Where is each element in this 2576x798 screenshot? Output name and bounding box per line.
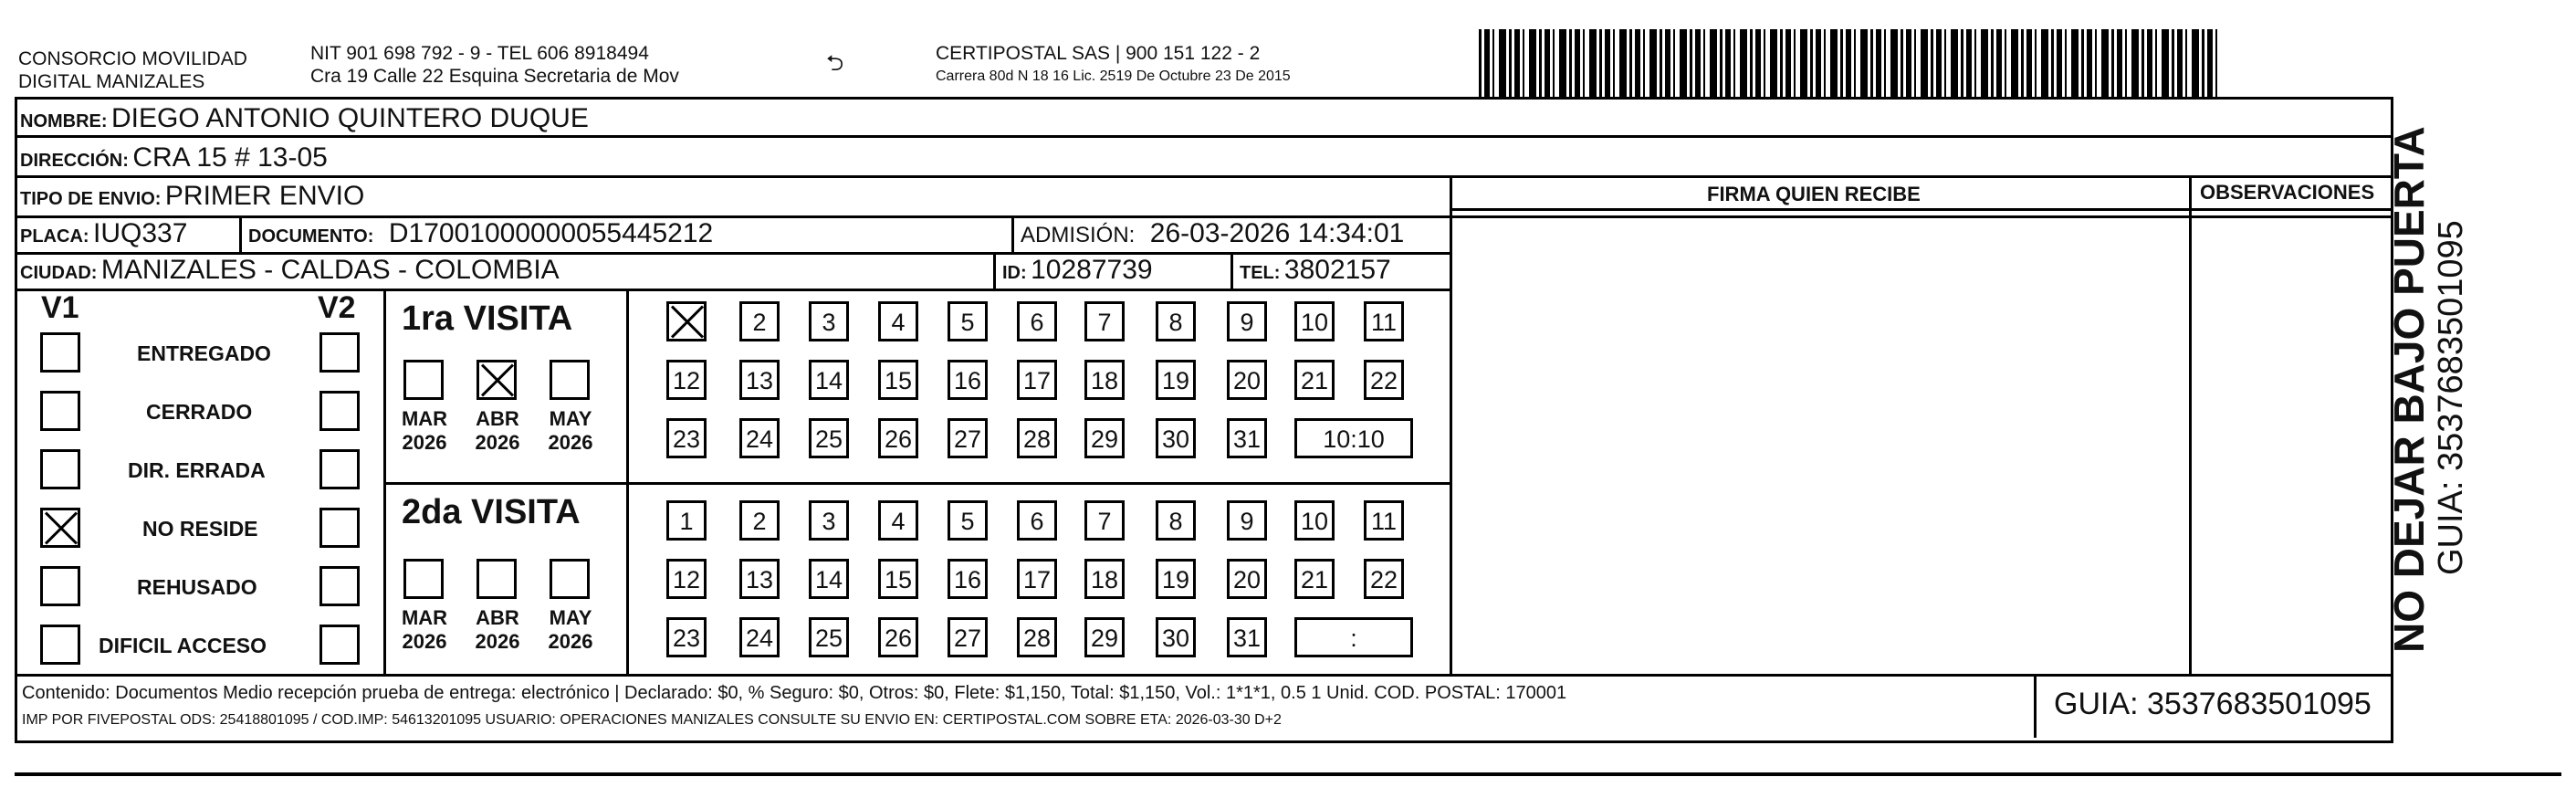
visit2-day-box[interactable]: 18 [1084, 559, 1125, 599]
direccion-field [20, 142, 328, 178]
id-value: 10287739 [1031, 255, 1153, 285]
visit2-day-box[interactable]: 27 [948, 617, 988, 657]
visit1-day-box[interactable]: 22 [1364, 360, 1404, 400]
nit-line-1: NIT 901 698 792 - 9 - TEL 606 8918494 [310, 43, 649, 64]
visit1-day-box[interactable]: 11 [1364, 301, 1404, 341]
firma-area[interactable] [1453, 212, 2187, 672]
visit2-month-label: MAR 2026 [401, 606, 448, 653]
visit2-day-box[interactable]: 3 [809, 500, 849, 541]
admision-field [1021, 218, 1404, 254]
visit1-day-box[interactable]: 3 [809, 301, 849, 341]
admision-value: 26-03-2026 14:34:01 [1149, 218, 1405, 248]
visit1-day-box[interactable]: 19 [1156, 360, 1196, 400]
visit2-month-label: ABR 2026 [475, 606, 520, 653]
documento-value: D17001000000055445212 [388, 218, 714, 248]
visit2-day-box[interactable]: 10 [1294, 500, 1335, 541]
visit2-day-box[interactable]: 16 [948, 559, 988, 599]
visit2-day-box[interactable]: 25 [809, 617, 849, 657]
visit1-time-box[interactable]: 10:10 [1294, 418, 1413, 458]
id-label: ID: [1002, 263, 1027, 283]
visit2-day-box[interactable]: 21 [1294, 559, 1335, 599]
visit1-day-box[interactable]: 24 [739, 418, 780, 458]
visit1-month-checkbox[interactable] [403, 360, 444, 400]
status-label: NO RESIDE [142, 517, 258, 541]
visit1-title: 1ra VISITA [402, 299, 573, 338]
nombre-value: DIEGO ANTONIO QUINTERO DUQUE [111, 103, 589, 133]
observaciones-area[interactable] [2193, 212, 2392, 672]
visit1-day-box[interactable]: 23 [666, 418, 707, 458]
v2-checkbox[interactable] [319, 449, 360, 489]
placa-label: PLACA: [20, 226, 89, 247]
visit1-day-box[interactable]: 18 [1084, 360, 1125, 400]
status-label: DIR. ERRADA [128, 458, 266, 482]
visit2-day-box[interactable]: 2 [739, 500, 780, 541]
v1-label: V1 [41, 290, 79, 325]
tel-label: TEL: [1240, 263, 1281, 283]
visit1-day-box[interactable]: 27 [948, 418, 988, 458]
visit1-day-box[interactable]: 8 [1156, 301, 1196, 341]
company-nit [310, 42, 679, 88]
visit2-day-box[interactable]: 31 [1227, 617, 1267, 657]
visit1-day-box[interactable]: 6 [1017, 301, 1057, 341]
tipo-envio-label: TIPO DE ENVIO: [20, 189, 162, 209]
admision-label: ADMISIÓN: [1021, 223, 1136, 247]
barcode [1479, 29, 2218, 97]
direccion-label: DIRECCIÓN: [20, 151, 129, 171]
visit1-month-label: MAY 2026 [548, 407, 593, 454]
v2-checkbox[interactable] [319, 625, 360, 665]
carrier-line-1: CERTIPOSTAL SAS | 900 151 122 - 2 [936, 43, 1261, 64]
ciudad-label: CIUDAD: [20, 263, 98, 283]
company-line-1: CONSORCIO MOVILIDAD [18, 48, 247, 69]
documento-field [248, 218, 713, 254]
nombre-label: NOMBRE: [20, 111, 108, 131]
tel-value: 3802157 [1283, 255, 1391, 285]
v2-label: V2 [318, 290, 356, 325]
v1-checkbox[interactable] [40, 566, 80, 606]
visit1-day-box[interactable]: 25 [809, 418, 849, 458]
visit2-day-box[interactable]: 22 [1364, 559, 1404, 599]
v2-checkbox[interactable] [319, 508, 360, 548]
visit2-month-label: MAY 2026 [548, 606, 593, 653]
visit2-day-box[interactable]: 23 [666, 617, 707, 657]
observaciones-label: OBSERVACIONES [2200, 181, 2375, 204]
v2-checkbox[interactable] [319, 566, 360, 606]
visit1-day-box[interactable]: 20 [1227, 360, 1267, 400]
visit1-day-box[interactable]: 17 [1017, 360, 1057, 400]
placa-value: IUQ337 [93, 218, 188, 248]
visit2-day-box[interactable]: 17 [1017, 559, 1057, 599]
visit1-day-box[interactable]: 9 [1227, 301, 1267, 341]
visit2-month-checkbox[interactable] [403, 559, 444, 599]
status-label: DIFICIL ACCESO [99, 634, 267, 657]
visit2-day-box[interactable]: 5 [948, 500, 988, 541]
visit2-day-box[interactable]: 13 [739, 559, 780, 599]
direccion-value: CRA 15 # 13-05 [132, 142, 328, 173]
carrier-info [936, 42, 1291, 88]
visit2-day-box[interactable]: 7 [1084, 500, 1125, 541]
visit2-day-box[interactable]: 14 [809, 559, 849, 599]
visit1-day-box[interactable]: 28 [1017, 418, 1057, 458]
visit1-day-box[interactable] [666, 301, 707, 341]
visit2-day-box[interactable]: 8 [1156, 500, 1196, 541]
footer-imp: IMP POR FIVEPOSTAL ODS: 25418801095 / COD.IMP: 54613201095 USUARIO: OPERACIONES MANIZALES CONSULTE SU ENVIO EN: CERTIPOSTAL.COM SOBRE ETA: 2026-03-30 D+2 [22, 712, 1282, 728]
visit1-day-box[interactable]: 14 [809, 360, 849, 400]
visit2-day-box[interactable]: 9 [1227, 500, 1267, 541]
company-name [18, 47, 247, 93]
company-line-2: DIGITAL MANIZALES [18, 71, 205, 92]
visit2-day-box[interactable]: 24 [739, 617, 780, 657]
visit2-day-box[interactable]: 4 [878, 500, 918, 541]
v1-checkbox[interactable] [40, 625, 80, 665]
carrier-line-2: Carrera 80d N 18 16 Lic. 2519 De Octubre 23 De 2015 [936, 68, 1291, 84]
visit2-day-box[interactable]: 29 [1084, 617, 1125, 657]
documento-label: DOCUMENTO: [248, 226, 374, 247]
visit2-day-box[interactable]: 26 [878, 617, 918, 657]
visit1-day-box[interactable]: 4 [878, 301, 918, 341]
visit2-month-checkbox[interactable] [550, 559, 590, 599]
visit1-day-box[interactable]: 7 [1084, 301, 1125, 341]
ciudad-field [20, 255, 560, 290]
placa-field [20, 218, 187, 254]
status-label: ENTREGADO [137, 341, 271, 365]
visit1-day-box[interactable]: 26 [878, 418, 918, 458]
v1-checkbox[interactable] [40, 508, 80, 548]
visit2-day-box[interactable]: 30 [1156, 617, 1196, 657]
visit1-day-box[interactable]: 13 [739, 360, 780, 400]
status-label: REHUSADO [137, 575, 257, 599]
tipo-envio-value: PRIMER ENVIO [164, 181, 365, 211]
visit1-day-box[interactable]: 16 [948, 360, 988, 400]
visit2-day-box[interactable]: 1 [666, 500, 707, 541]
tel-field [1240, 255, 1391, 290]
v1-checkbox[interactable] [40, 332, 80, 373]
visit2-day-box[interactable]: 19 [1156, 559, 1196, 599]
v2-checkbox[interactable] [319, 332, 360, 373]
nit-line-2: Cra 19 Calle 22 Esquina Secretaria de Mov [310, 66, 679, 87]
visit2-title: 2da VISITA [402, 493, 581, 531]
visit2-day-box[interactable]: 12 [666, 559, 707, 599]
id-field [1002, 255, 1153, 290]
tipo-envio-field [20, 181, 364, 216]
visit1-day-box[interactable]: 15 [878, 360, 918, 400]
visit1-day-box[interactable]: 30 [1156, 418, 1196, 458]
visit2-day-box[interactable]: 11 [1364, 500, 1404, 541]
side-guia: GUIA: 3537683501095 [2432, 220, 2470, 575]
visit1-day-box[interactable]: 31 [1227, 418, 1267, 458]
visit1-day-box[interactable]: 5 [948, 301, 988, 341]
visit2-month-checkbox[interactable] [476, 559, 517, 599]
ciudad-value: MANIZALES - CALDAS - COLOMBIA [100, 255, 560, 285]
visit1-month-label: ABR 2026 [475, 407, 520, 454]
footer-content: Contenido: Documentos Medio recepción prueba de entrega: electrónico | Declarado: $0, % Seguro: $0, Otros: $0, Flete: $1,150, Total: $1,150, Vol.: 1*1*1, 0.5 1 Unid. COD. POSTAL: 170001 [22, 683, 1567, 703]
nombre-field [20, 103, 589, 139]
v1-checkbox[interactable] [40, 391, 80, 431]
visit1-month-label: MAR 2026 [401, 407, 448, 454]
v1-checkbox[interactable] [40, 449, 80, 489]
visit1-day-box[interactable]: 21 [1294, 360, 1335, 400]
visit2-day-box[interactable]: 20 [1227, 559, 1267, 599]
footer-guia: GUIA: 3537683501095 [2054, 687, 2372, 721]
visit1-day-box[interactable]: 10 [1294, 301, 1335, 341]
visit1-day-box[interactable]: 29 [1084, 418, 1125, 458]
status-label: CERRADO [146, 400, 253, 424]
v2-checkbox[interactable] [319, 391, 360, 431]
firma-label: FIRMA QUIEN RECIBE [1707, 183, 1921, 205]
visit2-day-box[interactable]: 28 [1017, 617, 1057, 657]
carrier-logo-icon: ⮌ [826, 51, 844, 76]
visit1-month-checkbox[interactable] [476, 360, 517, 400]
visit2-day-box[interactable]: 15 [878, 559, 918, 599]
visit2-day-box[interactable]: 6 [1017, 500, 1057, 541]
visit1-month-checkbox[interactable] [550, 360, 590, 400]
visit1-day-box[interactable]: 2 [739, 301, 780, 341]
bottom-cut-line [15, 772, 2561, 776]
side-warning: NO DEJAR BAJO PUERTA [2385, 126, 2433, 653]
visit2-time-box[interactable]: : [1294, 617, 1413, 657]
visit1-day-box[interactable]: 12 [666, 360, 707, 400]
